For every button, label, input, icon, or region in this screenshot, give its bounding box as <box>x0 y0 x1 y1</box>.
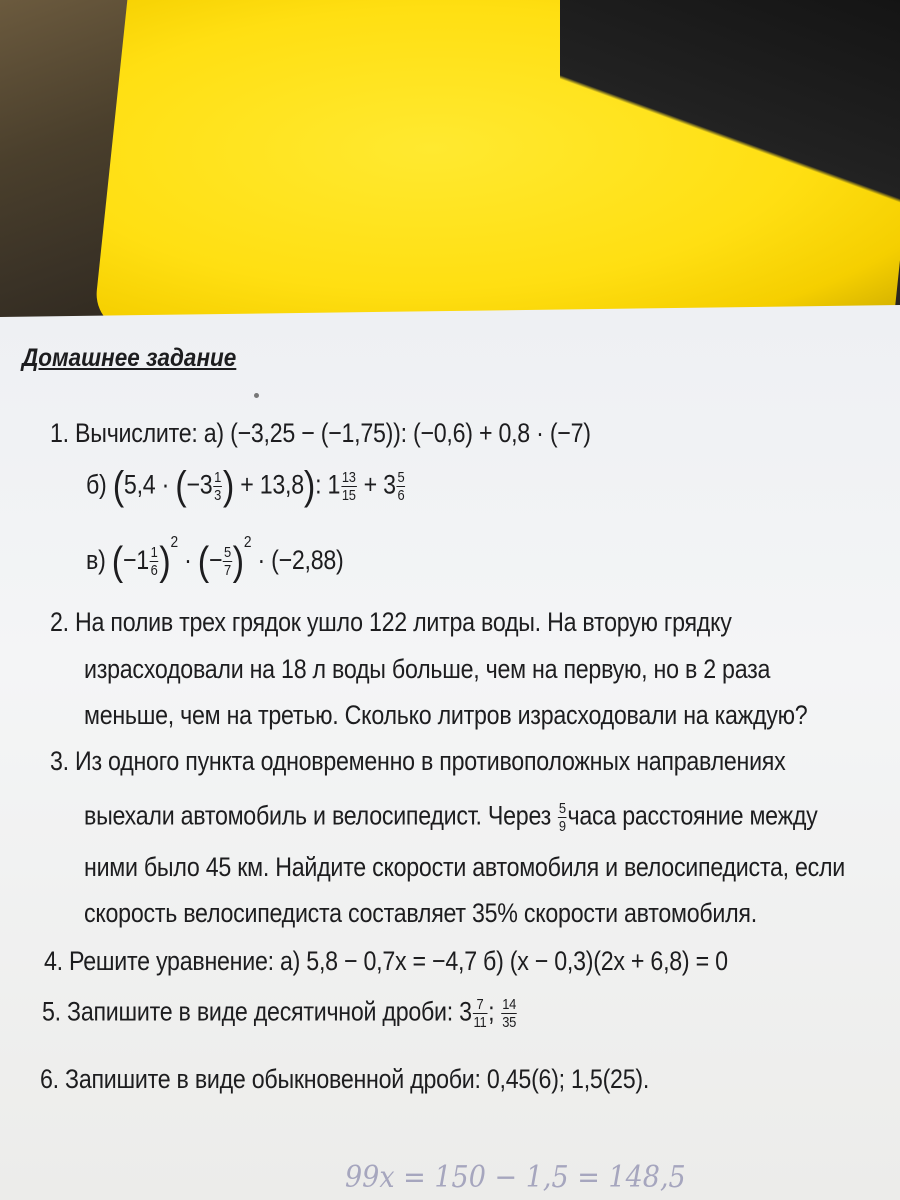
task-1-number: 1. <box>50 418 69 448</box>
task-1-line-a <box>50 418 591 449</box>
paren-open: ( <box>112 464 124 508</box>
paren-open: ( <box>175 464 187 508</box>
paren-open: ( <box>111 539 123 584</box>
task-1-b-whole: −3 <box>186 469 213 500</box>
fraction: $\frac{14}{35}$ <box>502 996 517 1031</box>
fraction: $\frac{1}{6}$ <box>150 544 158 580</box>
task-1-line-b <box>86 464 406 509</box>
task-3-line-3: ними было 45 км. Найдите скорости автомобиля и велосипедиста, если <box>84 852 846 882</box>
fraction: $\frac{5}{9}$ <box>558 800 566 835</box>
dot-operator: · <box>177 545 198 575</box>
task-1-c-whole: −1 <box>122 545 149 575</box>
paren-close: ) <box>303 464 316 508</box>
task-3-line-4: скорость велосипедиста составляет 35% скорости автомобиля. <box>84 898 757 928</box>
task-1-b-part4: + 3 <box>357 469 396 500</box>
task-3-line-1: 3. Из одного пункта одновременно в противоположных направлениях <box>50 746 786 776</box>
paren-open: ( <box>197 539 209 584</box>
fraction: $\frac{1}{3}$ <box>214 469 222 504</box>
paren-close: ) <box>222 464 235 508</box>
task-2-line-1: 2. На полив трех грядок ушло 122 литра воды. На вторую грядку <box>50 607 732 637</box>
task-5-number: 5. <box>42 996 61 1027</box>
task-1-line-c <box>86 534 344 584</box>
paren-close: ) <box>159 539 171 584</box>
task-1-b-part3: : 1 <box>315 469 341 500</box>
exponent: 2 <box>243 534 252 551</box>
fraction: $\frac{5}{6}$ <box>397 469 405 504</box>
exponent: 2 <box>170 534 178 551</box>
page-title: Домашнее задание <box>22 344 237 372</box>
task-1-b-part2: + 13,8 <box>234 469 304 500</box>
handwritten-note: 99х = 150 − 1,5 = 148,5 <box>345 1160 686 1195</box>
task-2-line-2: израсходовали на 18 л воды больше, чем на первую, но в 2 раза <box>84 654 771 684</box>
ink-dot <box>254 393 259 398</box>
task-1-b-part1: 5,4 · <box>123 469 176 500</box>
fraction: $\frac{5}{7}$ <box>224 544 231 580</box>
task-1-c-tail: · (−2,88) <box>251 545 344 575</box>
task-6-number: 6. <box>40 1064 59 1094</box>
paren-close: ) <box>232 539 244 584</box>
task-1-c-label: в) <box>86 545 106 575</box>
task-1-b-label: б) <box>86 469 107 500</box>
fraction: $\frac{13}{15}$ <box>341 469 356 504</box>
task-3-number: 3. <box>50 746 69 776</box>
task-1-lead: Вычислите: а) <box>75 418 224 448</box>
task-5-line: 5. Запишите в виде десятичной дроби: 3 $\frac{7}{11}$ ; $\frac{14}{35}$ <box>42 996 517 1031</box>
fraction: $\frac{7}{11}$ <box>473 996 487 1031</box>
task-4-number: 4. <box>44 946 63 976</box>
task-1-a-expression: (−3,25 − (−1,75)): (−0,6) + 0,8 · (−7) <box>230 418 591 448</box>
task-4-line: 4. Решите уравнение: а) 5,8 − 0,7х = −4,7 б) (х − 0,3)(2х + 6,8) = 0 <box>44 946 728 976</box>
task-2-line-3: меньше, чем на третью. Сколько литров израсходовали на каждую? <box>84 700 808 730</box>
task-2-number: 2. <box>50 607 69 637</box>
minus-sign: − <box>208 545 223 575</box>
task-6-line: 6. Запишите в виде обыкновенной дроби: 0,45(6); 1,5(25). <box>40 1064 650 1094</box>
task-3-line-2: выехали автомобиль и велосипедист. Через $\frac{5}{9}$ часа расстояние между <box>84 800 818 835</box>
